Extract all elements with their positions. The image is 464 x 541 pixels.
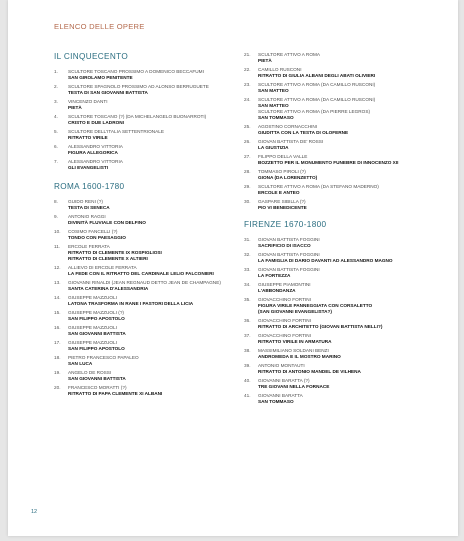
- author-name: MASSIMILIANO SOLDANI BENZI: [258, 348, 329, 353]
- work-title: CRISTO E DUE LADRONI: [68, 120, 124, 125]
- author-name: SCULTORE DELL'ITALIA SETTENTRIONALE: [68, 129, 164, 134]
- author-name: SCULTORE ATTIVO A ROMA (DA CAMILLO RUSCONI): [258, 82, 376, 87]
- work-title: FIGURA VIRILE PANNEGGIATA CON CORSALETTO: [258, 303, 373, 308]
- entry-number: 24.: [244, 97, 251, 102]
- entry-number: 37.: [244, 333, 251, 338]
- entry-number: 16.: [54, 325, 61, 330]
- entry-list: [54, 69, 238, 171]
- catalogue-entry: [244, 267, 440, 279]
- entry-number: 19.: [54, 370, 61, 375]
- work-title: LA FORTEZZA: [258, 273, 291, 278]
- work-title: DIVINITÀ FLUVIALE CON DELFINO: [68, 220, 146, 225]
- author-name: GIUSEPPE MAZZUOLI (?): [68, 310, 124, 315]
- entry-number: 13.: [54, 280, 61, 285]
- author-name: SCULTORE ATTIVO A ROMA (DA PIERRE LEGROS): [258, 109, 371, 114]
- work-title: PIETÀ: [258, 58, 272, 63]
- entry-number: 17.: [54, 340, 61, 345]
- author-name: AGOSTINO CORNACCHINI: [258, 124, 318, 129]
- entry-number: 11.: [54, 244, 61, 249]
- section-title: ROMA 1600-1780: [54, 182, 125, 191]
- author-name: PIETRO FRANCESCO PAPALEO: [68, 355, 139, 360]
- work-title: TRE GIOVANI NELLA FORNACE: [258, 384, 330, 389]
- catalogue-entry: [244, 82, 440, 94]
- work-title: TESTA DI SAN GIOVANNI BATTISTA: [68, 90, 148, 95]
- author-name: COSIMO FANCELLI (?): [68, 229, 118, 234]
- entry-number: 25.: [244, 124, 251, 129]
- work-title: PIO VI BENEDICENTE: [258, 205, 307, 210]
- work-title: PIETÀ: [68, 105, 82, 110]
- catalogue-entry: [54, 144, 238, 156]
- catalogue-entry: [54, 229, 238, 241]
- entry-list: [244, 237, 440, 405]
- author-name: ANGELO DE ROSSI: [68, 370, 112, 375]
- entry-list: [54, 199, 238, 397]
- entry-number: 36.: [244, 318, 251, 323]
- author-name: GIUSEPPE MAZZUOLI: [68, 325, 117, 330]
- work-title: SAN GIROLAMO PENITENTE: [68, 75, 133, 80]
- entry-number: 34.: [244, 282, 251, 287]
- entry-number: 12.: [54, 265, 61, 270]
- section-roma-continued: [244, 52, 440, 211]
- catalogue-entry: [54, 355, 238, 367]
- catalogue-entry: [54, 325, 238, 337]
- author-name: FILIPPO DELLA VALLE: [258, 154, 308, 159]
- work-title: SAN GIOVANNI BATTISTA: [68, 376, 126, 381]
- work-title: GIONA (DA LORENZETTO): [258, 175, 318, 180]
- entry-number: 7.: [54, 159, 58, 164]
- entry-number: 9.: [54, 214, 58, 219]
- work-title: GIUDITTA CON LA TESTA DI OLOFERNE: [258, 130, 349, 135]
- author-name: GIOVANNI BARATTA: [258, 393, 303, 398]
- left-column: [54, 52, 238, 400]
- author-name: SCULTORE ATTIVO A ROMA: [258, 52, 320, 57]
- entry-number: 20.: [54, 385, 61, 390]
- author-name: GIOVAN BATTISTA FOGGINI: [258, 267, 320, 272]
- catalogue-entry: [244, 297, 440, 315]
- author-name: ALLIEVO DI ERCOLE FERRATA: [68, 265, 137, 270]
- work-title: RITRATTO DI PAPA CLEMENTE XI ALBANI: [68, 391, 163, 396]
- section-firenze: [244, 220, 440, 405]
- work-title: BOZZETTO PER IL MONUMENTO FUNEBRE DI INNOCENZO XII: [258, 160, 399, 165]
- catalogue-entry: [54, 159, 238, 171]
- section-title: FIRENZE 1670-1800: [244, 220, 327, 229]
- entry-number: 8.: [54, 199, 58, 204]
- catalogue-entry: [54, 295, 238, 307]
- catalogue-entry: [54, 370, 238, 382]
- author-name: GIOVAN BATTISTA FOGGINI: [258, 237, 320, 242]
- entry-number: 3.: [54, 99, 58, 104]
- author-name: ERCOLE FERRATA: [68, 244, 110, 249]
- author-name: ALESSANDRO VITTORIA: [68, 159, 123, 164]
- author-name: GIUSEPPE MAZZUOLI: [68, 340, 117, 345]
- author-name: GIOVACCHINO FORTINI: [258, 297, 311, 302]
- author-name: TOMMASO PIROLI (?): [258, 169, 306, 174]
- work-title: (SAN GIOVANNI EVANGELISTA?): [258, 309, 332, 314]
- work-title: ANDROMEDA E IL MOSTRO MARINO: [258, 354, 341, 359]
- catalogue-entry: [244, 67, 440, 79]
- catalogue-page: [8, 0, 458, 536]
- entry-number: 27.: [244, 154, 251, 159]
- author-name: VINCENZO DANTI: [68, 99, 108, 104]
- work-title: SAN MATTEO: [258, 103, 289, 108]
- entry-number: 4.: [54, 114, 58, 119]
- author-name: GIOVANNI BARATTA (?): [258, 378, 310, 383]
- entry-list: [244, 52, 440, 211]
- work-title: SAN LUCA: [68, 361, 93, 366]
- entry-number: 31.: [244, 237, 251, 242]
- author-name: ANTONIO MONTAUTI: [258, 363, 305, 368]
- entry-number: 39.: [244, 363, 251, 368]
- work-title: SAN MATTEO: [258, 88, 289, 93]
- catalogue-entry: [244, 363, 440, 375]
- work-title: FIGURA ALLEGORICA: [68, 150, 118, 155]
- work-title: SAN TOMMASO: [258, 115, 294, 120]
- work-title: GLI EVANGELISTI: [68, 165, 109, 170]
- author-name: ALESSANDRO VITTORIA: [68, 144, 123, 149]
- catalogue-entry: [54, 310, 238, 322]
- author-name: CAMILLO RUSCONI: [258, 67, 302, 72]
- entry-number: 33.: [244, 267, 251, 272]
- catalogue-entry: [54, 265, 238, 277]
- entry-number: 23.: [244, 82, 251, 87]
- catalogue-entry: [244, 184, 440, 196]
- catalogue-entry: [54, 99, 238, 111]
- entry-number: 26.: [244, 139, 251, 144]
- author-name: SCULTORE SPAGNOLO PROSSIMO AD ALONSO BERRUGUETE: [68, 84, 209, 89]
- author-name: SCULTORE TOSCANO (?) (DA MICHELANGELO BUONARROTI): [68, 114, 207, 119]
- work-title: RITRATTO DI CLEMENTE IX ROSPIGLIOSI: [68, 250, 162, 255]
- entry-number: 38.: [244, 348, 251, 353]
- section-title: IL CINQUECENTO: [54, 52, 129, 61]
- entry-number: 18.: [54, 355, 61, 360]
- catalogue-entry: [244, 154, 440, 166]
- catalogue-entry: [54, 340, 238, 352]
- work-title: LA FAMIGLIA DI DARIO DAVANTI AD ALESSANDRO MAGNO: [258, 258, 393, 263]
- entry-number: 28.: [244, 169, 251, 174]
- catalogue-entry: [244, 393, 440, 405]
- catalogue-entry: [54, 244, 238, 262]
- work-title: RITRATTO DI ARCHITETTO (GIOVAN BATTISTA NELLI?): [258, 324, 383, 329]
- catalogue-entry: [244, 378, 440, 390]
- author-name: SCULTORE TOSCANO PROSSIMO A DOMENICO BECCAFUMI: [68, 69, 204, 74]
- entry-number: 2.: [54, 84, 58, 89]
- catalogue-entry: [244, 318, 440, 330]
- author-name: GIUSEPPE PIAMONTINI: [258, 282, 311, 287]
- work-title: LATONA TRASFORMA IN RANE I PASTORI DELLA LICIA: [68, 301, 194, 306]
- entry-number: 41.: [244, 393, 251, 398]
- document-title: ELENCO DELLE OPERE: [54, 22, 145, 31]
- work-title: SAN FILIPPO APOSTOLO: [68, 346, 125, 351]
- work-title: LA FEDE CON IL RITRATTO DEL CARDINALE LELIO FALCONIERI: [68, 271, 214, 276]
- work-title: ERCOLE E ANTEO: [258, 190, 300, 195]
- work-title: SAN FILIPPO APOSTOLO: [68, 316, 125, 321]
- catalogue-entry: [244, 52, 440, 64]
- right-column: [244, 52, 440, 408]
- work-title: RITRATTO DI ANTONIO MANDEL DE VILHENA: [258, 369, 361, 374]
- catalogue-entry: [244, 252, 440, 264]
- catalogue-entry: [54, 214, 238, 226]
- work-title: SANTA CATERINA D'ALESSANDRIA: [68, 286, 149, 291]
- author-name: ANTONIO RAGGI: [68, 214, 106, 219]
- entry-number: 35.: [244, 297, 251, 302]
- catalogue-entry: [244, 124, 440, 136]
- entry-number: 30.: [244, 199, 251, 204]
- entry-number: 1.: [54, 69, 58, 74]
- catalogue-entry: [244, 333, 440, 345]
- catalogue-entry: [244, 348, 440, 360]
- section-roma: [54, 182, 238, 397]
- catalogue-entry: [54, 129, 238, 141]
- work-title: RITRATTO DI CLEMENTE X ALTIERI: [68, 256, 148, 261]
- work-title: SAN TOMMASO: [258, 399, 294, 404]
- catalogue-entry: [54, 385, 238, 397]
- work-title: TESTA DI SENECA: [68, 205, 110, 210]
- work-title: RITRATTO DI GIULIA ALBANI DEGLI ABATI OLIVIERI: [258, 73, 376, 78]
- entry-number: 40.: [244, 378, 251, 383]
- catalogue-entry: [54, 69, 238, 81]
- entry-number: 29.: [244, 184, 251, 189]
- author-name: GIOVANNI RINALDI (JEAN REGNAUD DETTO JEAN DE CHAMPAGNE): [68, 280, 221, 285]
- entry-number: 22.: [244, 67, 251, 72]
- work-title: TONDO CON PAESAGGIO: [68, 235, 126, 240]
- work-title: RITRATTO VIRILE: [68, 135, 108, 140]
- author-name: FRANCESCO MORATTI (?): [68, 385, 127, 390]
- author-name: GUIDO RENI (?): [68, 199, 103, 204]
- work-title: SAN GIOVANNI BATTISTA: [68, 331, 126, 336]
- author-name: GIOVACCHINO FORTINI: [258, 333, 311, 338]
- section-cinquecento: [54, 52, 238, 171]
- author-name: GIUSEPPE MAZZUOLI: [68, 295, 117, 300]
- author-name: GIOVACCHINO FORTINI: [258, 318, 311, 323]
- author-name: GASPARE SIBILLA (?): [258, 199, 306, 204]
- work-title: RITRATTO VIRILE IN ARMATURA: [258, 339, 332, 344]
- work-title: LA GIUSTIZIA: [258, 145, 289, 150]
- catalogue-entry: [244, 139, 440, 151]
- entry-number: 32.: [244, 252, 251, 257]
- catalogue-entry: [244, 199, 440, 211]
- entry-number: 6.: [54, 144, 58, 149]
- author-name: GIOVAN BATTISTA DE' ROSSI: [258, 139, 324, 144]
- catalogue-entry: [244, 237, 440, 249]
- catalogue-entry: [54, 84, 238, 96]
- entry-number: 10.: [54, 229, 61, 234]
- catalogue-entry: [54, 114, 238, 126]
- catalogue-entry: [244, 282, 440, 294]
- work-title: L'ABBONDANZA: [258, 288, 296, 293]
- page-number: 12: [31, 509, 38, 515]
- author-name: SCULTORE ATTIVO A ROMA (DA CAMILLO RUSCONI): [258, 97, 376, 102]
- entry-number: 21.: [244, 52, 251, 57]
- catalogue-entry: [54, 199, 238, 211]
- entry-number: 14.: [54, 295, 61, 300]
- entry-number: 5.: [54, 129, 58, 134]
- catalogue-entry: [244, 97, 440, 121]
- work-title: SACRIFICIO DI ISACCO: [258, 243, 311, 248]
- author-name: GIOVAN BATTISTA FOGGINI: [258, 252, 320, 257]
- catalogue-entry: [54, 280, 238, 292]
- author-name: SCULTORE ATTIVO A ROMA (DA STEFANO MADERNO): [258, 184, 379, 189]
- entry-number: 15.: [54, 310, 61, 315]
- catalogue-entry: [244, 169, 440, 181]
